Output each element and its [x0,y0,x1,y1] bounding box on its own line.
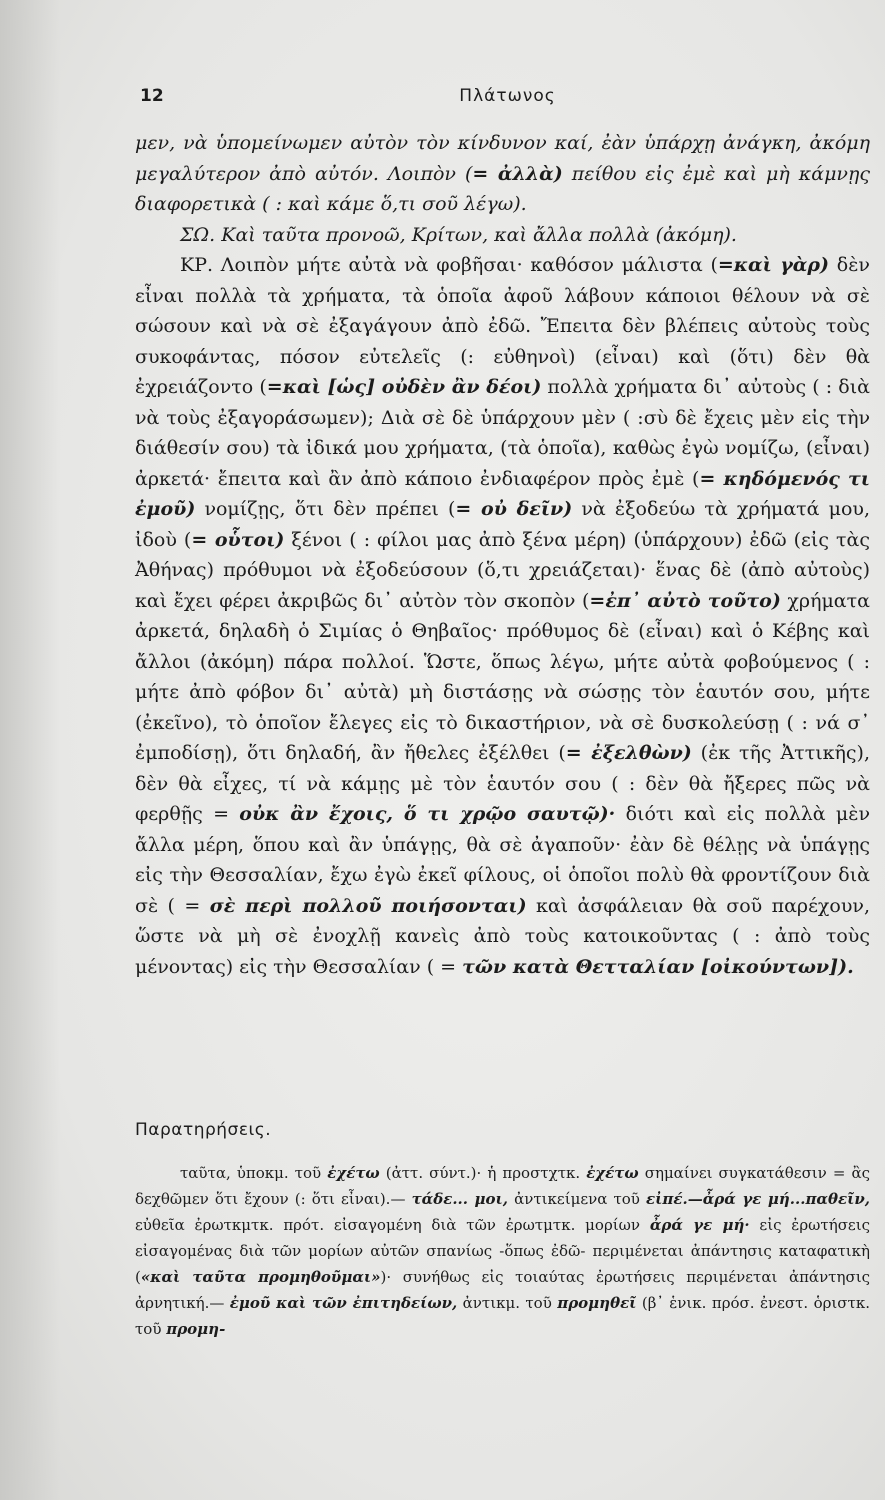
page-number: 12 [140,86,164,106]
paragraph-continuation: μεν, νὰ ὑπομείνωμεν αὐτὸν τὸν κίνδυνον καί, ἐὰν ὑπάρχῃ ἀνάγκη, ἀκόμη μεγαλύτερον ἀπὸ αὐτόν. Λοιπὸν (= ἀλλὰ) πείθου εἰς ἐμὲ καὶ μὴ κάμνῃς διαφορετικὰ ( : καὶ κάμε ὅ,τι σοῦ λέγω). [135,132,870,215]
notes-text [135,1160,870,1342]
paragraph-socrates: ΣΩ. Καὶ ταῦτα προνοῶ, Κρίτων, καὶ ἄλλα πολλὰ (ἀκόμη). [180,223,737,246]
page-header [140,86,875,116]
paragraph-crito: ΚΡ. Λοιπὸν μήτε αὐτὰ νὰ φοβῆσαι· καθόσον μάλιστα (=καὶ γὰρ) δὲν εἶναι πολλὰ τὰ χρήματα, τὰ ὁποῖα ἀφοῦ λάβουν κάποιοι θέλουν νὰ σὲ σώσουν καὶ νὰ σὲ ἐξαγάγουν ἀπὸ ἐδῶ. Ἔπειτα δὲν βλέπεις αὐτοὺς τοὺς συκοφάντας, πόσον εὐτελεῖς (: εὐθηνοὶ) (εἶναι) καὶ (ὅτι) δὲν θὰ ἐχρειάζοντο (=καὶ [ὡς] οὐδὲν ἂν δέοι) πολλὰ χρήματα δι᾽ αὐτοὺς ( : διὰ νὰ τοὺς ἐξαγοράσωμεν); Διὰ σὲ δὲ ὑπάρχουν μὲν ( :σὺ δὲ ἔχεις μὲν εἰς τὴν διάθεσίν σου) τὰ ἰδικά μου χρήματα, (τὰ ὁποῖα), καθὼς ἐγὼ νομίζω, (εἶναι) ἀρκετά· ἔπειτα καὶ ἂν ἀπὸ κάποιο ἐνδιαφέρον πρὸς ἐμὲ (= κηδόμενός τι ἐμοῦ) νομίζῃς, ὅτι δὲν πρέπει (= οὐ δεῖν) νὰ ἐξοδεύω τὰ χρήματά μου, ἰδοὺ (= οὗτοι) ξένοι ( : φίλοι μας ἀπὸ ξένα μέρη) (ὑπάρχουν) ἐδῶ (εἰς τὰς Ἀθήνας) πρόθυμοι νὰ ἐξοδεύσουν (ὅ,τι χρειάζεται)· ἕνας δὲ (ἀπὸ αὐτοὺς) καὶ ἔχει φέρει ἀκριβῶς δι᾽ αὐτὸν τὸν σκοπὸν (=ἐπ᾽ αὐτὸ τοῦτο) χρήματα ἀρκετά, δηλαδὴ ὁ Σιμίας ὁ Θηβαῖος· πρόθυμος δὲ (εἶναι) καὶ ὁ Κέβης καὶ ἄλλοι (ἀκόμη) πάρα πολλοί. Ὥστε, ὅπως λέγω, μήτε αὐτὰ φοβούμενος ( : μήτε ἀπὸ φόβον δι᾽ αὐτὰ) μὴ διστάσῃς νὰ σώσῃς τὸν ἑαυτόν σου, μήτε (ἐκεῖνο), τὸ ὁποῖον ἔλεγες εἰς τὸ δικαστήριον, νὰ σὲ δυσκολεύσῃ ( : νά σ᾽ ἐμποδίσῃ), ὅτι δηλαδή, ἂν ἤθελες ἐξέλθει (= ἐξελθὼν) (ἐκ τῆς Ἀττικῆς), δὲν θὰ εἶχες, τί νὰ κάμῃς μὲ τὸν ἑαυτόν σου ( : δὲν θὰ ἤξερες πῶς νὰ φερθῇς = οὐκ ἂν ἔχοις, ὅ τι χρῷο σαυτῷ)· διότι καὶ εἰς πολλὰ μὲν ἄλλα μέρη, ὅπου καὶ ἂν ὑπάγῃς, θὰ σὲ ἀγαποῦν· ἐὰν δὲ θέλῃς νὰ ὑπάγῃς εἰς τὴν Θεσσαλίαν, ἔχω ἐγὼ ἐκεῖ φίλους, οἱ ὁποῖοι πολὺ θὰ φροντίζουν διὰ σὲ ( = σὲ περὶ πολλοῦ ποιήσονται) καὶ ἀσφάλειαν θὰ σοῦ παρέχουν, ὥστε νὰ μὴ σὲ ἐνοχλῇ κανεὶς ἀπὸ τοὺς κατοικοῦντας ( : ἀπὸ τοὺς μένοντας) εἰς τὴν Θεσσαλίαν ( = τῶν κατὰ Θετταλίαν [οἰκούντων]). [135,254,871,978]
notes-heading: Παρατηρήσεις. [135,1120,272,1140]
notes-paragraph: ταῦτα, ὑποκμ. τοῦ ἐχέτω (ἀττ. σύντ.)· ἡ προστχτκ. ἐχέτω σημαίνει συγκατάθεσιν = ἂς δεχθῶμεν ὅτι ἔχουν (: ὅτι εἶναι).— τάδε... μοι, ἀντικείμενα τοῦ εἰπέ.—ἆρά γε μή...παθεῖν, εὐθεῖα ἐρωτκμτκ. πρότ. εἰσαγομένη διὰ τῶν ἐρωτμτκ. μορίων ἆρά γε μή· εἰς ἐρωτήσεις εἰσαγομένας διὰ τῶν μορίων αὐτῶν σπανίως ‑ὅπως ἐδῶ‑ περιμένεται ἀπάντησις καταφατικὴ («καὶ ταῦτα προμηθοῦμαι»)· συνήθως εἰς τοιαύτας ἐρωτήσεις περιμένεται ἀπάντησις ἀρνητική.— ἐμοῦ καὶ τῶν ἐπιτηδείων, ἀντικμ. τοῦ προμηθεῖ (β᾽ ἑνικ. πρόσ. ἐνεστ. ὁριστκ. τοῦ προμη- [135,1164,870,1338]
main-text [135,128,870,982]
running-title: Πλάτωνος [459,86,556,106]
